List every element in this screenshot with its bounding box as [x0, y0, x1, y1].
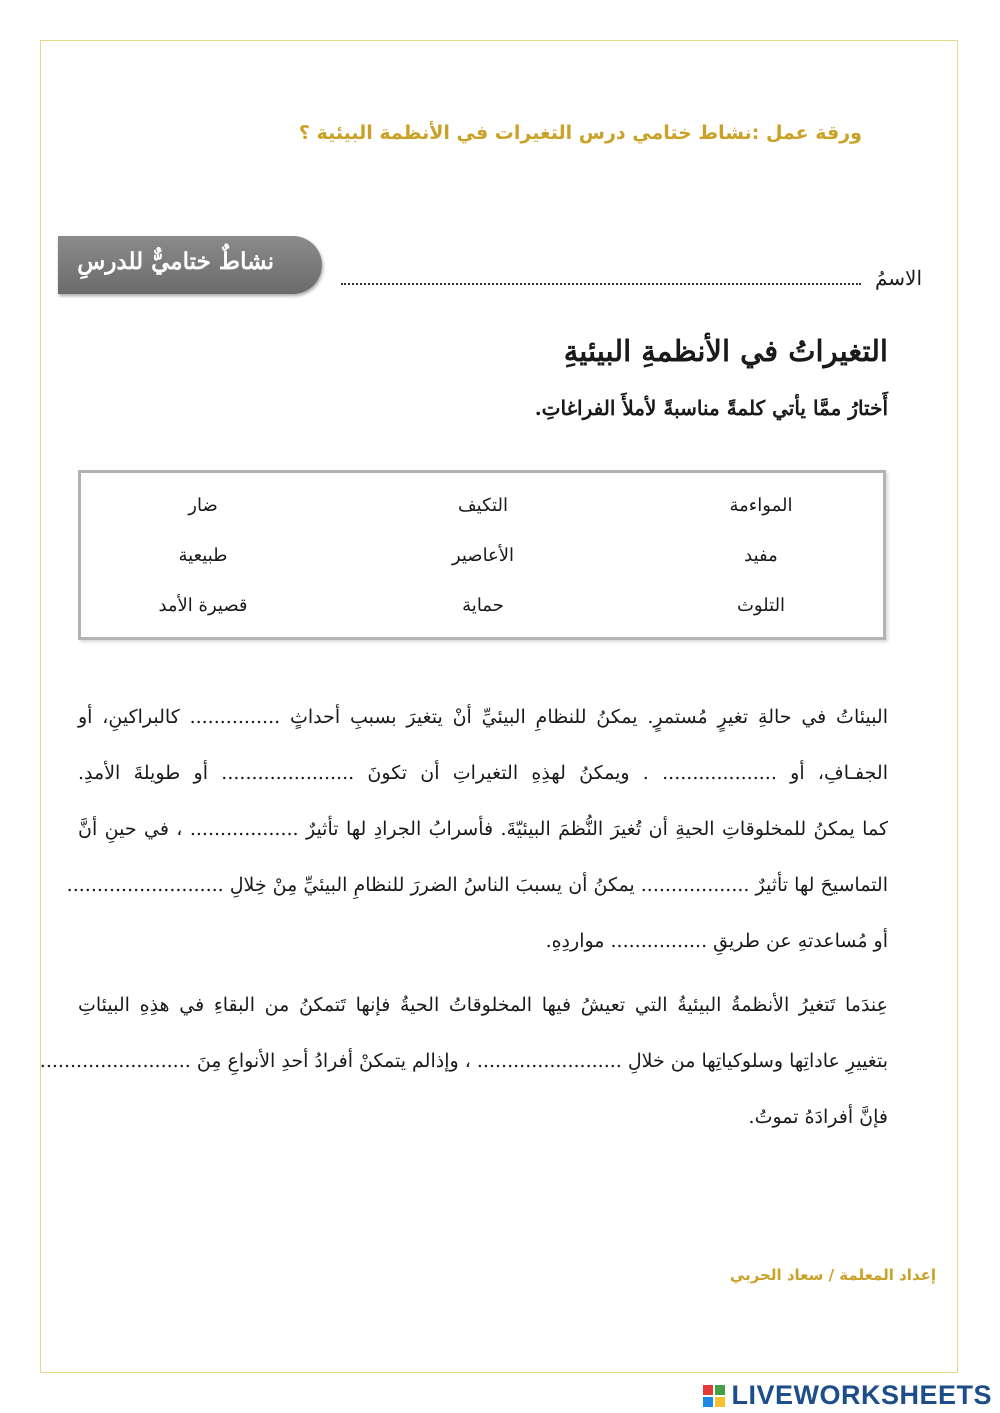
- word-bank-item: حماية: [462, 595, 504, 616]
- footer-brand[interactable]: [703, 1380, 992, 1411]
- activity-banner: [58, 236, 322, 294]
- name-row: [341, 266, 922, 290]
- teacher-credit: إعداد المعلمة / سعاد الحربي: [729, 1266, 936, 1284]
- word-bank-item: ضار: [188, 495, 218, 516]
- worksheet-title: ورقة عمل :نشاط ختامي درس التغيرات في الأنظمة البيئية ؟: [298, 122, 862, 144]
- brand-name: LIVEWORKSHEETS: [731, 1380, 992, 1410]
- paragraph-line: فإنَّ أفرادَهُ تموتُ.: [748, 1106, 888, 1128]
- banner-label: نشاطٌ ختاميٌّ للدرسِ: [77, 248, 274, 275]
- name-label: الاسمُ: [874, 266, 922, 290]
- paragraph-line: أو مُساعدتهِ عن طريقِ ................ مواردِهِ.: [545, 930, 888, 952]
- liveworksheets-logo-icon: [703, 1385, 725, 1407]
- word-bank-item: الأعاصير: [451, 545, 515, 566]
- lesson-title: التغيراتُ في الأنظمةِ البيئيةِ: [563, 334, 888, 368]
- word-bank-item: التلوث: [736, 595, 786, 616]
- word-bank-item: التكيف: [458, 495, 508, 516]
- word-bank-item: قصيرة الأمد: [158, 595, 248, 616]
- word-bank-item: مفيد: [744, 545, 778, 566]
- word-bank-item: المواءمة: [729, 495, 793, 516]
- paragraph-line: التماسيحَ لها تأثيرٌ .................. يمكنُ أن يسببَ الناسُ الضررَ للنظامِ البيئيِّ مِنْ خِلالِ ..........................: [66, 874, 888, 896]
- paragraph-line: عِندَما تَتغيرُ الأنظمةُ البيئيةُ التي تعيشُ فيها المخلوقاتُ الحيةُ فإنها تَتمكنُ من البقاءِ في هذِهِ البيئاتِ: [78, 994, 888, 1016]
- instruction-text: أَختارُ ممَّا يأتي كلمةً مناسبةً لأملأَ الفراغاتِ.: [534, 396, 888, 420]
- name-input-line[interactable]: [341, 269, 861, 285]
- paragraph-line: البيئاتُ في حالةِ تغيرٍ مُستمرٍ. يمكنُ للنظامِ البيئيِّ أنْ يتغيرَ بسببِ أحداثٍ ............... كالبراكينِ، أو: [78, 706, 888, 728]
- word-bank-item: طبيعية: [178, 545, 228, 566]
- paragraph-line: كما يمكنُ للمخلوقاتِ الحيةِ أن تُغيرَ النُّظمَ البيئيّةَ. فأسرابُ الجرادِ لها تأثيرٌ .................. ، في حينِ أنَّ: [78, 818, 888, 840]
- paragraph-line: بتغييرِ عاداتِها وسلوكياتِها من خلالِ ........................ ، وإذالم يتمكنْ أفرادُ أحدِ الأنواعِ مِنَ .........................: [39, 1050, 888, 1072]
- word-bank-box: [78, 470, 886, 640]
- paragraph-line: الجفـافِ، أو ................... . ويمكنُ لهذِهِ التغيراتِ أن تكونَ ...................... أو طويلةَ الأمدِ.: [78, 762, 888, 784]
